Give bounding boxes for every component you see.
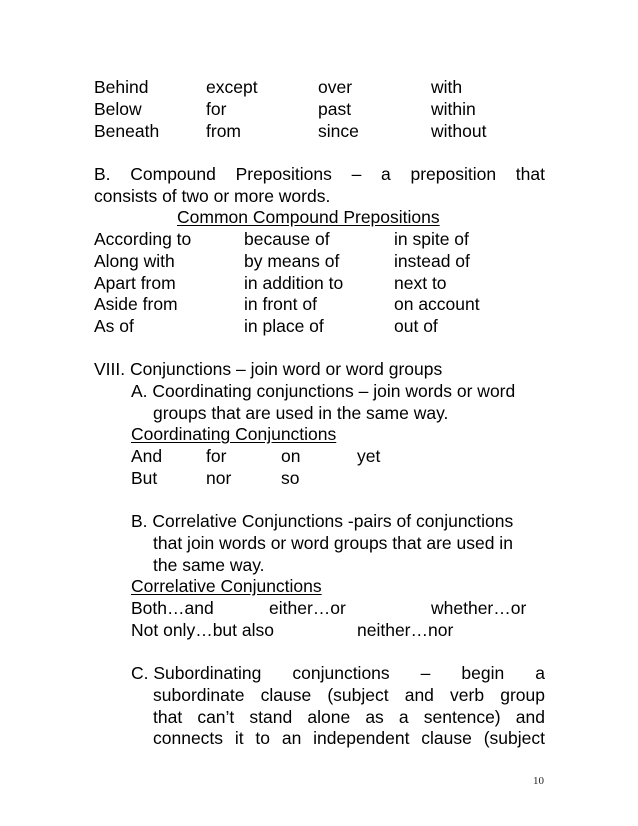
coord-cell: for (206, 446, 227, 466)
compound-cell: in addition to (244, 273, 344, 293)
subordinating-definition-line-4 (153, 727, 545, 749)
compound-cell: on account (394, 294, 480, 314)
compound-cell: out of (394, 316, 438, 336)
prep-cell: since (318, 121, 359, 141)
compound-definition-line-2: consists of two or more words. (94, 186, 331, 206)
word: (subject (483, 728, 545, 748)
word: and (515, 707, 545, 727)
word: a (381, 164, 391, 184)
word: to (255, 728, 271, 748)
corr-cell: Both…and (131, 598, 214, 618)
compound-cell: in place of (244, 316, 324, 336)
word: independent (313, 728, 410, 748)
prep-cell: except (206, 77, 258, 97)
compound-cell: in spite of (394, 229, 469, 249)
word: as (365, 707, 384, 727)
word: clause (421, 728, 472, 748)
compound-cell: As of (94, 316, 134, 336)
subordinating-definition-line-2 (153, 684, 545, 706)
corr-cell: Not only…but also (131, 620, 274, 640)
prep-cell: with (431, 77, 463, 97)
coord-cell: And (131, 446, 163, 466)
word: preposition (410, 164, 497, 184)
prep-cell: past (318, 99, 352, 119)
correlative-definition-line-1: B. Correlative Conjunctions -pairs of conjunctions (131, 511, 514, 531)
compound-cell: According to (94, 229, 192, 249)
corr-cell: whether…or (431, 598, 527, 618)
word: subordinate (153, 685, 245, 705)
subordinating-definition-line-3 (153, 706, 545, 728)
coord-cell: nor (206, 468, 232, 488)
word: B. (94, 164, 111, 184)
word: can’t (197, 707, 235, 727)
coord-cell: so (281, 468, 300, 488)
compound-cell: Apart from (94, 273, 176, 293)
word: group (500, 685, 545, 705)
word: sentence) (423, 707, 501, 727)
compound-cell: by means of (244, 251, 340, 271)
word: a (398, 707, 409, 727)
corr-cell: neither…nor (357, 620, 454, 640)
prep-cell: within (431, 99, 476, 119)
compound-cell: Aside from (94, 294, 178, 314)
coord-cell: yet (357, 446, 381, 466)
coordinating-table-title: Coordinating Conjunctions (131, 424, 337, 444)
coordinating-definition-line-2: groups that are used in the same way. (153, 403, 449, 423)
correlative-definition-line-2: that join words or word groups that are used in (153, 533, 513, 553)
compound-cell: Along with (94, 251, 175, 271)
word: – (351, 164, 362, 184)
page-number: 10 (533, 775, 544, 787)
prep-cell: Behind (94, 77, 149, 97)
compound-cell: because of (244, 229, 330, 249)
word: (subject (327, 685, 389, 705)
prep-cell: Beneath (94, 121, 160, 141)
word: it (234, 728, 244, 748)
word: and (404, 685, 434, 705)
coord-cell: on (281, 446, 301, 466)
compound-cell: instead of (394, 251, 470, 271)
word: connects (153, 728, 224, 748)
word: clause (260, 685, 312, 705)
word: verb (450, 685, 485, 705)
prep-cell: without (431, 121, 487, 141)
prep-cell: from (206, 121, 241, 141)
coordinating-definition-line-1: A. Coordinating conjunctions – join words or word (131, 381, 516, 401)
word: Compound (130, 164, 216, 184)
word: stand (249, 707, 293, 727)
word: begin (461, 663, 505, 683)
compound-cell: in front of (244, 294, 317, 314)
section-heading-conjunctions: VIII. Conjunctions – join word or word groups (94, 359, 443, 379)
prep-cell: over (318, 77, 353, 97)
compound-table-title: Common Compound Prepositions (177, 207, 440, 227)
word: Prepositions (235, 164, 332, 184)
prep-cell: Below (94, 99, 142, 119)
correlative-table-title: Correlative Conjunctions (131, 576, 322, 596)
prep-cell: for (206, 99, 227, 119)
coord-cell: But (131, 468, 158, 488)
word: a (535, 663, 545, 683)
word: that (515, 164, 545, 184)
word: conjunctions (292, 663, 390, 683)
word: that (153, 707, 183, 727)
subordinating-definition-line-1 (131, 662, 545, 684)
compound-cell: next to (394, 273, 447, 293)
compound-definition-line (94, 163, 545, 185)
word: an (281, 728, 302, 748)
word: alone (307, 707, 351, 727)
word: – (420, 663, 431, 683)
word: C. Subordinating (131, 663, 262, 683)
corr-cell: either…or (269, 598, 346, 618)
correlative-definition-line-3: the same way. (153, 555, 265, 575)
